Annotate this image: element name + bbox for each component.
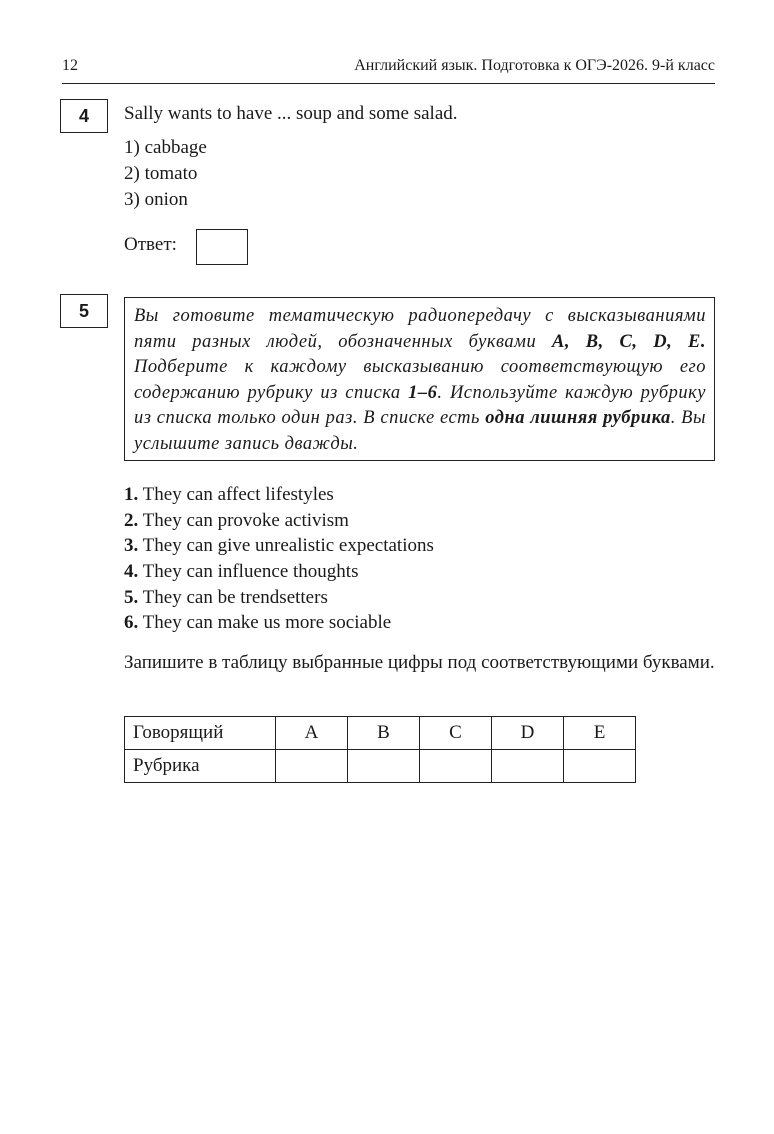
table-instruction: Запишите в таблицу выбранные цифры под соответствующими буквами. xyxy=(124,652,715,673)
answer-cell-c[interactable] xyxy=(420,750,492,783)
page-number: 12 xyxy=(62,57,78,74)
letter-a: A xyxy=(276,717,348,750)
instruction-part-1: Вы готовите тематическую радиопередачу с высказываниями пяти разных людей, обозначенных буквами xyxy=(134,306,706,352)
rubric-item: 3. They can give unrealistic expectations xyxy=(124,535,434,557)
answer-table xyxy=(124,716,636,783)
option-3: 3) onion xyxy=(124,189,188,210)
instruction-extra-rubric: одна лишняя рубрика xyxy=(485,408,671,428)
speaker-row xyxy=(125,717,636,750)
rubric-item: 6. They can make us more sociable xyxy=(124,612,392,634)
rubric-label: Рубрика xyxy=(125,750,276,783)
option-1: 1) cabbage xyxy=(124,137,207,158)
rubric-item: 5. They can be trendsetters xyxy=(124,586,328,608)
instruction-letters: A, B, C, D, E. xyxy=(552,331,706,352)
task-4-stem: Sally wants to have ... soup and some salad. xyxy=(124,103,458,124)
task-4-number-box: 4 xyxy=(60,99,108,133)
letter-e: E xyxy=(564,717,636,750)
rubric-row xyxy=(125,750,636,783)
rubric-item: 4. They can influence thoughts xyxy=(124,561,359,583)
answer-cell-a[interactable] xyxy=(276,750,348,783)
rubric-item: 2. They can provoke activism xyxy=(124,509,349,531)
letter-b: B xyxy=(348,717,420,750)
instruction-part-4: . Вы услышите запись дважды. xyxy=(134,408,707,454)
rubric-item: 1. They can affect lifestyles xyxy=(124,484,334,505)
answer-cell-e[interactable] xyxy=(564,750,636,783)
answer-box[interactable] xyxy=(196,229,248,265)
letter-d: D xyxy=(492,717,564,750)
letter-c: C xyxy=(420,717,492,750)
instruction-part-2: Подберите к каждому высказыванию соответствующую его содержанию рубрику из списка xyxy=(134,357,706,403)
option-2: 2) tomato xyxy=(124,163,198,184)
task-4-options xyxy=(124,135,207,213)
answer-label: Ответ: xyxy=(124,234,177,255)
instruction-range: 1–6 xyxy=(408,382,438,403)
running-title: Английский язык. Подготовка к ОГЭ-2026. 9-й класс xyxy=(354,57,715,74)
speaker-label: Говорящий xyxy=(125,717,276,750)
instruction-part-3: . Используйте каждую рубрику из списка только один раз. В списке есть xyxy=(134,382,706,428)
rubric-list xyxy=(124,482,434,636)
task-5-number-box: 5 xyxy=(60,294,108,328)
page-header xyxy=(62,57,715,84)
answer-cell-d[interactable] xyxy=(492,750,564,783)
answer-cell-b[interactable] xyxy=(348,750,420,783)
task-5-instruction xyxy=(124,297,715,461)
